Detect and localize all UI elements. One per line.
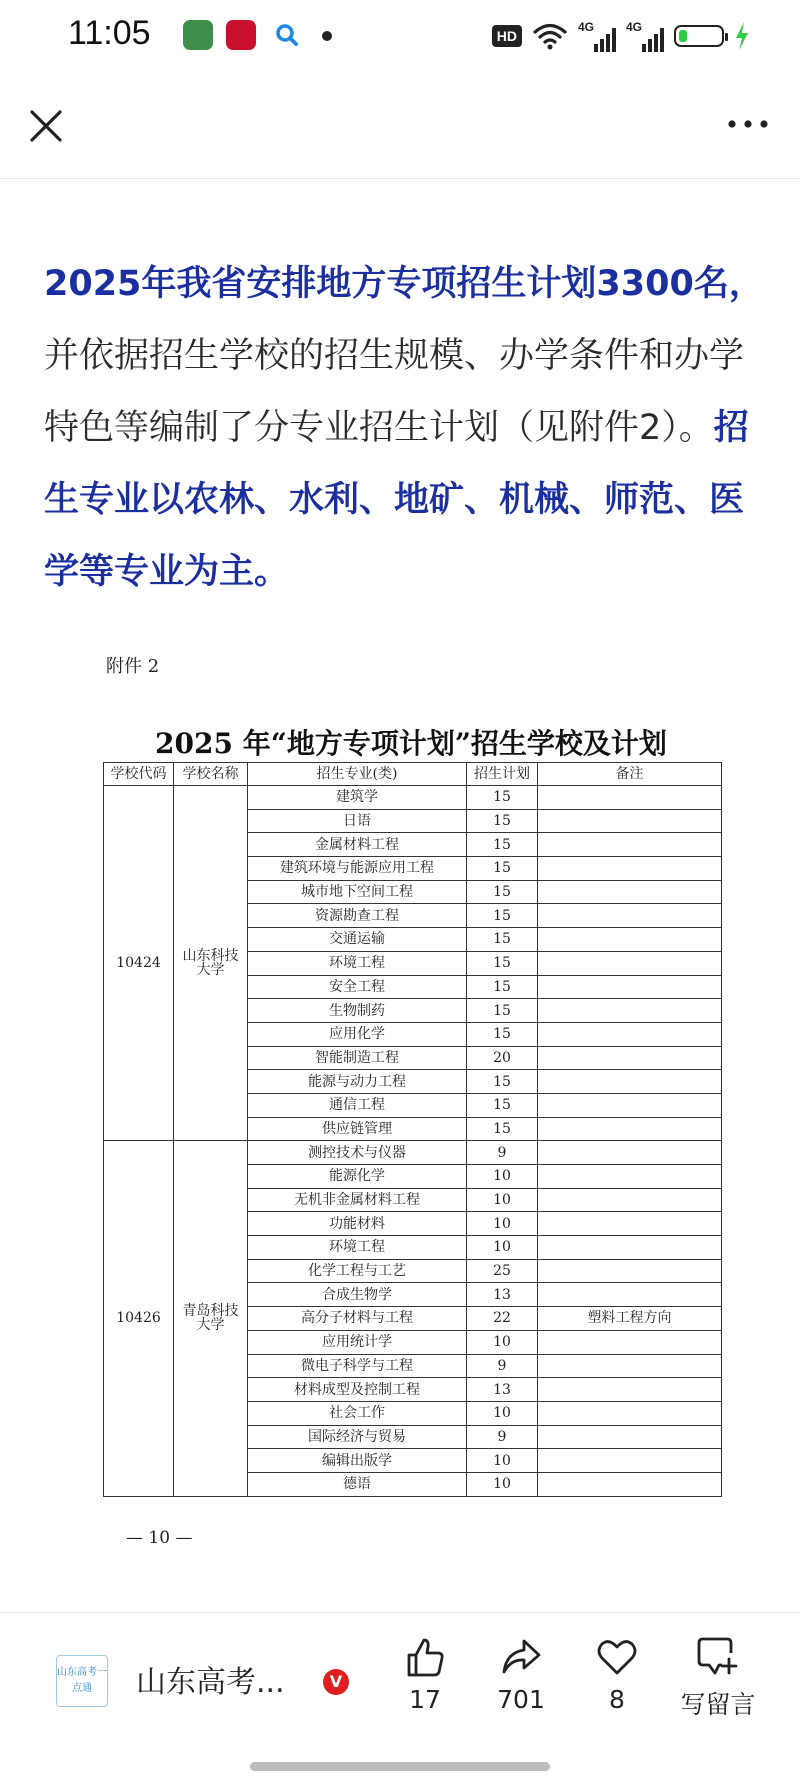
close-icon[interactable] [24, 104, 68, 148]
plan-cell: 9 [467, 1425, 538, 1449]
major-cell: 测控技术与仪器 [248, 1141, 467, 1165]
plan-cell: 15 [467, 1093, 538, 1117]
note-cell [538, 1070, 722, 1094]
major-cell: 应用统计学 [248, 1330, 467, 1354]
page-number: — 10 — [126, 1528, 193, 1548]
plan-cell: 15 [467, 809, 538, 833]
hd-badge: HD [492, 25, 522, 47]
plan-cell: 13 [467, 1283, 538, 1307]
share-icon [499, 1635, 543, 1679]
plan-cell: 10 [467, 1165, 538, 1189]
signal-bars-icon [642, 28, 664, 52]
plan-cell: 9 [467, 1354, 538, 1378]
major-cell: 微电子科学与工程 [248, 1354, 467, 1378]
table-row [104, 1141, 722, 1165]
major-cell: 高分子材料与工程 [248, 1307, 467, 1331]
major-cell: 无机非金属材料工程 [248, 1188, 467, 1212]
plan-cell: 15 [467, 928, 538, 952]
note-cell [538, 1165, 722, 1189]
battery-fill [679, 30, 687, 42]
account-name[interactable]: 山东高考... [136, 1665, 285, 1700]
table-body [104, 786, 722, 1497]
plan-cell: 10 [467, 1236, 538, 1260]
favorite-button[interactable] [572, 1635, 662, 1714]
account-logo[interactable]: 山东高考一点通 [56, 1655, 108, 1707]
signal-icon-2 [626, 20, 664, 52]
home-indicator[interactable] [250, 1762, 550, 1771]
plan-cell: 15 [467, 1022, 538, 1046]
header-major: 招生专业(类) [248, 763, 467, 786]
plan-cell: 13 [467, 1378, 538, 1402]
bottom-bar [0, 1612, 800, 1739]
wifi-icon [532, 22, 568, 50]
battery-icon [674, 25, 724, 47]
note-cell [538, 1378, 722, 1402]
notification-dot [322, 31, 332, 41]
plan-cell: 15 [467, 833, 538, 857]
major-cell: 生物制药 [248, 999, 467, 1023]
major-cell: 安全工程 [248, 975, 467, 999]
major-cell: 交通运输 [248, 928, 467, 952]
oppo-app-icon [183, 20, 213, 50]
note-cell [538, 880, 722, 904]
note-cell [538, 1259, 722, 1283]
note-cell [538, 1141, 722, 1165]
comment-label: 写留言 [680, 1690, 756, 1719]
school-name-cell: 山东科技 大学 [174, 786, 248, 1141]
major-cell: 国际经济与贸易 [248, 1425, 467, 1449]
note-cell [538, 1093, 722, 1117]
school-code-cell: 10424 [104, 786, 174, 1141]
major-cell: 建筑学 [248, 786, 467, 810]
note-cell [538, 1022, 722, 1046]
plan-cell: 10 [467, 1212, 538, 1236]
share-count: 701 [497, 1685, 545, 1714]
note-cell [538, 1472, 722, 1496]
major-cell: 化学工程与工艺 [248, 1259, 467, 1283]
major-cell: 智能制造工程 [248, 1046, 467, 1070]
share-button[interactable] [476, 1635, 566, 1714]
plan-cell: 10 [467, 1449, 538, 1473]
battery-tip [725, 33, 728, 41]
verified-icon: V [323, 1669, 349, 1695]
note-cell [538, 904, 722, 928]
comment-button[interactable] [670, 1635, 766, 1721]
note-cell [538, 928, 722, 952]
like-button[interactable] [380, 1635, 470, 1714]
note-cell [538, 1117, 722, 1141]
plan-cell: 15 [467, 975, 538, 999]
major-cell: 应用化学 [248, 1022, 467, 1046]
article-highlight-2: 招生专业以农林、水利、地矿、机械、师范、医学等专业为主。 [44, 408, 749, 592]
plan-cell: 15 [467, 951, 538, 975]
document-title: 2025 年“地方专项计划”招生学校及计划 [155, 727, 667, 760]
signal-icon-1 [578, 20, 616, 52]
note-cell [538, 786, 722, 810]
major-cell: 功能材料 [248, 1212, 467, 1236]
plan-cell: 15 [467, 786, 538, 810]
note-cell [538, 999, 722, 1023]
plan-cell: 10 [467, 1330, 538, 1354]
note-cell [538, 1330, 722, 1354]
major-cell: 能源化学 [248, 1165, 467, 1189]
status-time: 11:05 [68, 14, 151, 52]
note-cell [538, 1188, 722, 1212]
header-plan: 招生计划 [467, 763, 538, 786]
note-cell [538, 857, 722, 881]
plan-cell: 25 [467, 1259, 538, 1283]
note-cell [538, 1401, 722, 1425]
plan-cell: 10 [467, 1472, 538, 1496]
favorite-count: 8 [609, 1685, 625, 1714]
network-label-2: 4G [625, 20, 642, 34]
plan-cell: 10 [467, 1188, 538, 1212]
note-cell [538, 951, 722, 975]
heart-icon [595, 1635, 639, 1679]
major-cell: 城市地下空间工程 [248, 880, 467, 904]
note-cell [538, 975, 722, 999]
school-code-cell: 10426 [104, 1141, 174, 1496]
plan-cell: 15 [467, 1070, 538, 1094]
status-bar [0, 0, 800, 72]
attachment-label: 附件 2 [106, 656, 160, 677]
header-school-name: 学校名称 [174, 763, 248, 786]
article-text: 并依据招生学校的招生规模、办学条件和办学特色等编制了分专业招生计划（见附件2）。 [44, 336, 745, 448]
note-cell [538, 1449, 722, 1473]
major-cell: 供应链管理 [248, 1117, 467, 1141]
major-cell: 德语 [248, 1472, 467, 1496]
status-right [492, 18, 750, 54]
signal-bars-icon [594, 28, 616, 52]
plan-cell: 15 [467, 999, 538, 1023]
comment-add-icon [695, 1635, 741, 1679]
note-cell [538, 1236, 722, 1260]
plan-cell: 15 [467, 857, 538, 881]
article-highlight-1: 2025年我省安排地方专项招生计划3300名， [44, 264, 764, 304]
note-cell [538, 1212, 722, 1236]
major-cell: 编辑出版学 [248, 1449, 467, 1473]
article-paragraph [44, 248, 764, 608]
thumbs-up-icon [403, 1635, 447, 1679]
search-app-icon [272, 20, 302, 50]
plan-cell: 15 [467, 1117, 538, 1141]
major-cell: 日语 [248, 809, 467, 833]
header-school-code: 学校代码 [104, 763, 174, 786]
major-cell: 环境工程 [248, 951, 467, 975]
plan-cell: 22 [467, 1307, 538, 1331]
note-cell [538, 833, 722, 857]
note-cell [538, 1425, 722, 1449]
note-cell: 塑料工程方向 [538, 1307, 722, 1331]
plan-cell: 15 [467, 904, 538, 928]
more-dots-icon[interactable] [726, 112, 770, 136]
note-cell [538, 809, 722, 833]
top-bar [0, 72, 800, 179]
nissan-app-icon [226, 20, 256, 50]
major-cell: 合成生物学 [248, 1283, 467, 1307]
note-cell [538, 1354, 722, 1378]
major-cell: 金属材料工程 [248, 833, 467, 857]
note-cell [538, 1046, 722, 1070]
major-cell: 材料成型及控制工程 [248, 1378, 467, 1402]
table-row [104, 786, 722, 810]
note-cell [538, 1283, 722, 1307]
plan-cell: 20 [467, 1046, 538, 1070]
like-count: 17 [409, 1685, 441, 1714]
major-cell: 通信工程 [248, 1093, 467, 1117]
school-name-cell: 青岛科技 大学 [174, 1141, 248, 1496]
major-cell: 建筑环境与能源应用工程 [248, 857, 467, 881]
major-cell: 能源与动力工程 [248, 1070, 467, 1094]
charging-icon [734, 22, 750, 50]
major-cell: 环境工程 [248, 1236, 467, 1260]
plan-cell: 15 [467, 880, 538, 904]
network-label-1: 4G [577, 20, 594, 34]
major-cell: 资源勘查工程 [248, 904, 467, 928]
table-header-row [104, 763, 722, 786]
plan-cell: 10 [467, 1401, 538, 1425]
plan-cell: 9 [467, 1141, 538, 1165]
header-note: 备注 [538, 763, 722, 786]
document-image[interactable] [0, 640, 800, 1560]
enrollment-plan-table [103, 762, 722, 1497]
major-cell: 社会工作 [248, 1401, 467, 1425]
